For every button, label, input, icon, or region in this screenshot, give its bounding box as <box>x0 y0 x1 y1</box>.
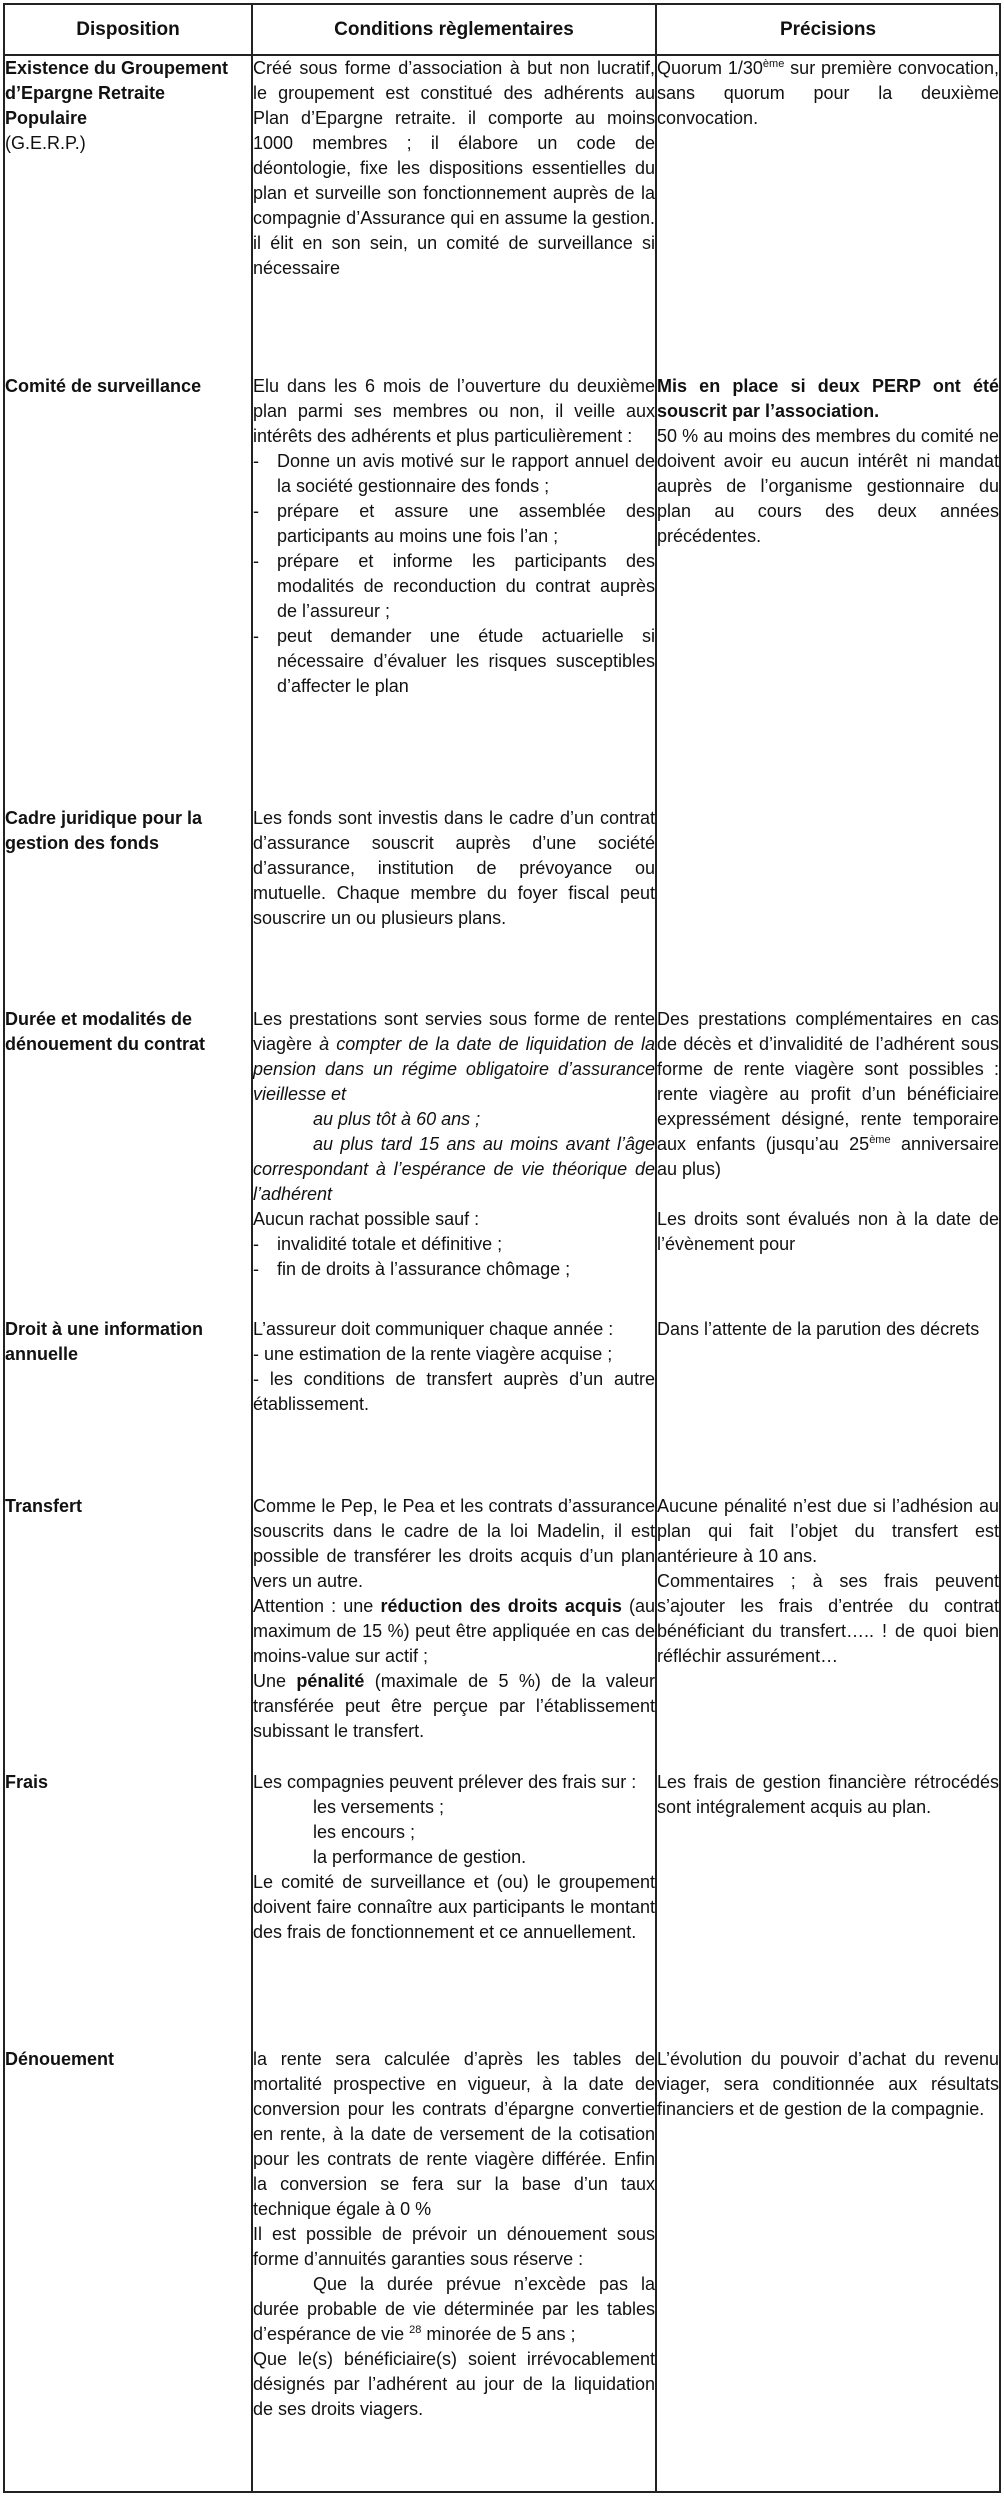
list-item: - fin de droits à l’assurance chômage ; <box>253 1257 655 1282</box>
table-row-information <box>4 1317 1000 1494</box>
precisions-part: sur première convocation, sans quorum pour la deuxième convocation. <box>657 58 999 128</box>
conditions-indent: au plus tôt à 60 ans ; <box>313 1109 481 1129</box>
conditions-text <box>253 1007 655 1107</box>
header-conditions: Conditions règlementaires <box>252 4 656 55</box>
precisions-part: Des prestations complémentaires en cas de décès et d’invalidité de l’adhérent sous forme de rente viagère sont possibles : rente viagère au profit d’un bénéficiaire expressément désigné, rente temporaire aux enfants (jusqu’au 25 <box>657 1009 999 1154</box>
precisions-cell <box>656 374 1000 806</box>
superscript: ème <box>869 1134 891 1146</box>
conditions-indent: les encours ; <box>313 1822 416 1842</box>
conditions-text: Créé sous forme d’association à but non lucratif, le groupement est constitué des adhérents au Plan d’Epargne retraite. il comporte au moins 1000 membres ; il élabore un code de déontologie, fixe les dispositions essentielles du plan et surveille son fonctionnement auprès de la compagnie d’Assurance qui en assume la gestion. il élit en son sein, un comité de surveillance si nécessaire <box>253 58 655 278</box>
precisions-cell <box>656 1770 1000 2047</box>
precisions-text <box>657 1007 999 1182</box>
disposition-subtitle: (G.E.R.P.) <box>5 133 86 153</box>
disposition-title: Durée et modalités de dénouement du contrat <box>5 1009 206 1054</box>
conditions-bold: pénalité <box>296 1671 365 1691</box>
precisions-text: 50 % au moins des membres du comité ne doivent avoir eu aucun intérêt ni mandat auprès de l’organisme gestionnaire du plan au cours des deux années précédentes. <box>657 426 999 546</box>
conditions-list <box>253 449 655 699</box>
table-row-comite <box>4 374 1000 806</box>
precisions-cell <box>656 2047 1000 2492</box>
header-precisions: Précisions <box>656 4 1000 55</box>
precisions-cell <box>656 806 1000 1007</box>
conditions-part: (maximale de 5 %) de la valeur transférée peut être perçue par l’établissement subissant le transfert. <box>253 1671 655 1741</box>
superscript: 28 <box>409 2324 422 2336</box>
disposition-title: Frais <box>5 1772 49 1792</box>
conditions-text <box>253 1594 655 1669</box>
precisions-text: Les frais de gestion financière rétrocédés sont intégralement acquis au plan. <box>657 1772 999 1817</box>
conditions-cell <box>252 2047 656 2492</box>
conditions-text <box>253 2272 655 2347</box>
conditions-part: minorée de 5 ans ; <box>421 2324 576 2344</box>
disposition-cell <box>4 806 252 1007</box>
conditions-part: (au maximum de 15 %) peut être appliquée en cas de moins-value sur actif ; <box>253 1596 655 1666</box>
conditions-text: L’assureur doit communiquer chaque année : <box>253 1319 614 1339</box>
precisions-text: Aucune pénalité n’est due si l’adhésion au plan qui fait l’objet du transfert est antérieure à 10 ans. <box>657 1496 999 1566</box>
conditions-bold: réduction des droits acquis <box>380 1596 622 1616</box>
disposition-cell <box>4 1770 252 2047</box>
precisions-part: Quorum 1/30 <box>657 58 763 78</box>
conditions-part: Attention : une <box>253 1596 381 1616</box>
conditions-text: Il est possible de prévoir un dénouement sous forme d’annuités garanties sous réserve : <box>253 2224 655 2269</box>
list-item: - prépare et assure une assemblée des participants au moins une fois l’an ; <box>253 499 655 549</box>
conditions-text: Que le(s) bénéficiaire(s) soient irrévocablement désignés par l’adhérent au jour de la liquidation de ses droits viagers. <box>253 2349 655 2419</box>
conditions-cell <box>252 1317 656 1494</box>
conditions-part: Que la durée prévue n’excède pas la durée probable de vie déterminée par les tables d’espérance de vie <box>253 2274 655 2344</box>
list-item: - peut demander une étude actuarielle si nécessaire d’évaluer les risques susceptibles d’affecter le plan <box>253 624 655 699</box>
conditions-intro: Elu dans les 6 mois de l’ouverture du deuxième plan parmi ses membres ou non, il veille aux intérêts des adhérents et plus particulièrement : <box>253 376 655 446</box>
precisions-text: Commentaires ; à ses frais peuvent s’ajouter les frais d’entrée du contrat bénéficiant du transfert….. ! de quoi bien réfléchir assurément… <box>657 1571 999 1666</box>
conditions-text: - les conditions de transfert auprès d’un autre établissement. <box>253 1369 655 1414</box>
conditions-cell <box>252 1007 656 1317</box>
conditions-cell <box>252 1770 656 2047</box>
table-row-denouement <box>4 2047 1000 2492</box>
precisions-text: L’évolution du pouvoir d’achat du revenu viager, sera conditionnée aux résultats financiers et de gestion de la compagnie. <box>657 2049 999 2119</box>
disposition-title: Comité de surveillance <box>5 376 202 396</box>
disposition-cell <box>4 1317 252 1494</box>
conditions-text: Les compagnies peuvent prélever des frais sur : <box>253 1772 637 1792</box>
conditions-cell <box>252 55 656 374</box>
conditions-italic: à compter de la date de liquidation de la pension dans un régime obligatoire d’assurance vieillesse et <box>253 1034 655 1104</box>
disposition-title: Existence du Groupement d’Epargne Retraite Populaire <box>5 58 229 128</box>
list-item: - prépare et informe les participants des modalités de reconduction du contrat auprès de l’assureur ; <box>253 549 655 624</box>
conditions-text <box>253 1669 655 1744</box>
superscript: ème <box>762 58 785 70</box>
table-header-row <box>4 4 1000 55</box>
conditions-cell <box>252 806 656 1007</box>
precisions-cell <box>656 1007 1000 1317</box>
conditions-indent: au plus tard 15 ans au moins avant l’âge correspondant à l’espérance de vie théorique de l’adhérent <box>253 1134 655 1204</box>
precisions-cell <box>656 1494 1000 1770</box>
precisions-part: anniversaire au plus) <box>657 1134 999 1179</box>
conditions-indent: les versements ; <box>313 1797 445 1817</box>
precisions-text <box>657 56 999 131</box>
disposition-cell <box>4 374 252 806</box>
table-row-transfert <box>4 1494 1000 1770</box>
dispositions-table <box>3 3 1001 2493</box>
disposition-title: Dénouement <box>5 2049 115 2069</box>
disposition-title: Cadre juridique pour la gestion des fonds <box>5 808 203 853</box>
conditions-text: Aucun rachat possible sauf : <box>253 1209 480 1229</box>
header-disposition: Disposition <box>4 4 252 55</box>
conditions-text: - une estimation de la rente viagère acquise ; <box>253 1344 613 1364</box>
conditions-indent: la performance de gestion. <box>313 1847 527 1867</box>
disposition-title: Droit à une information annuelle <box>5 1319 203 1364</box>
conditions-part: Une <box>253 1671 297 1691</box>
conditions-part: Les prestations sont servies sous forme de rente viagère <box>253 1009 655 1054</box>
table-row-frais <box>4 1770 1000 2047</box>
disposition-title: Transfert <box>5 1496 83 1516</box>
precisions-cell <box>656 1317 1000 1494</box>
precisions-text: Les droits sont évalués non à la date de l’évènement pour <box>657 1209 999 1254</box>
disposition-cell <box>4 2047 252 2492</box>
spacer <box>657 1182 999 1207</box>
list-item: - invalidité totale et définitive ; <box>253 1232 655 1257</box>
table-row-cadre <box>4 806 1000 1007</box>
disposition-cell <box>4 55 252 374</box>
table-row-gerp <box>4 55 1000 374</box>
disposition-cell <box>4 1007 252 1317</box>
table-row-duree <box>4 1007 1000 1317</box>
conditions-list <box>253 1232 655 1282</box>
disposition-cell <box>4 1494 252 1770</box>
conditions-cell <box>252 1494 656 1770</box>
conditions-text: Comme le Pep, le Pea et les contrats d’assurance souscrits dans le cadre de la loi Madelin, il est possible de transférer les droits acquis d’un plan vers un autre. <box>253 1496 655 1591</box>
conditions-cell <box>252 374 656 806</box>
list-item: - Donne un avis motivé sur le rapport annuel de la société gestionnaire des fonds ; <box>253 449 655 499</box>
precisions-bold: Mis en place si deux PERP ont été souscrit par l’association. <box>657 376 999 421</box>
conditions-text: Les fonds sont investis dans le cadre d’un contrat d’assurance souscrit auprès d’une société d’assurance, institution de prévoyance ou mutuelle. Chaque membre du foyer fiscal peut souscrire un ou plusieurs plans. <box>253 808 655 928</box>
conditions-text: la rente sera calculée d’après les tables de mortalité prospective en vigueur, à la date de conversion pour les contrats d’épargne convertie en rente, à la date de versement de la cotisation pour les contrats de rente viagère différée. Enfin la conversion se fera sur la base d’un taux technique égale à 0 % <box>253 2049 655 2219</box>
precisions-text: Dans l’attente de la parution des décrets <box>657 1319 980 1339</box>
precisions-cell <box>656 55 1000 374</box>
conditions-text: Le comité de surveillance et (ou) le groupement doivent faire connaître aux participants le montant des frais de fonctionnement et ce annuellement. <box>253 1872 655 1942</box>
